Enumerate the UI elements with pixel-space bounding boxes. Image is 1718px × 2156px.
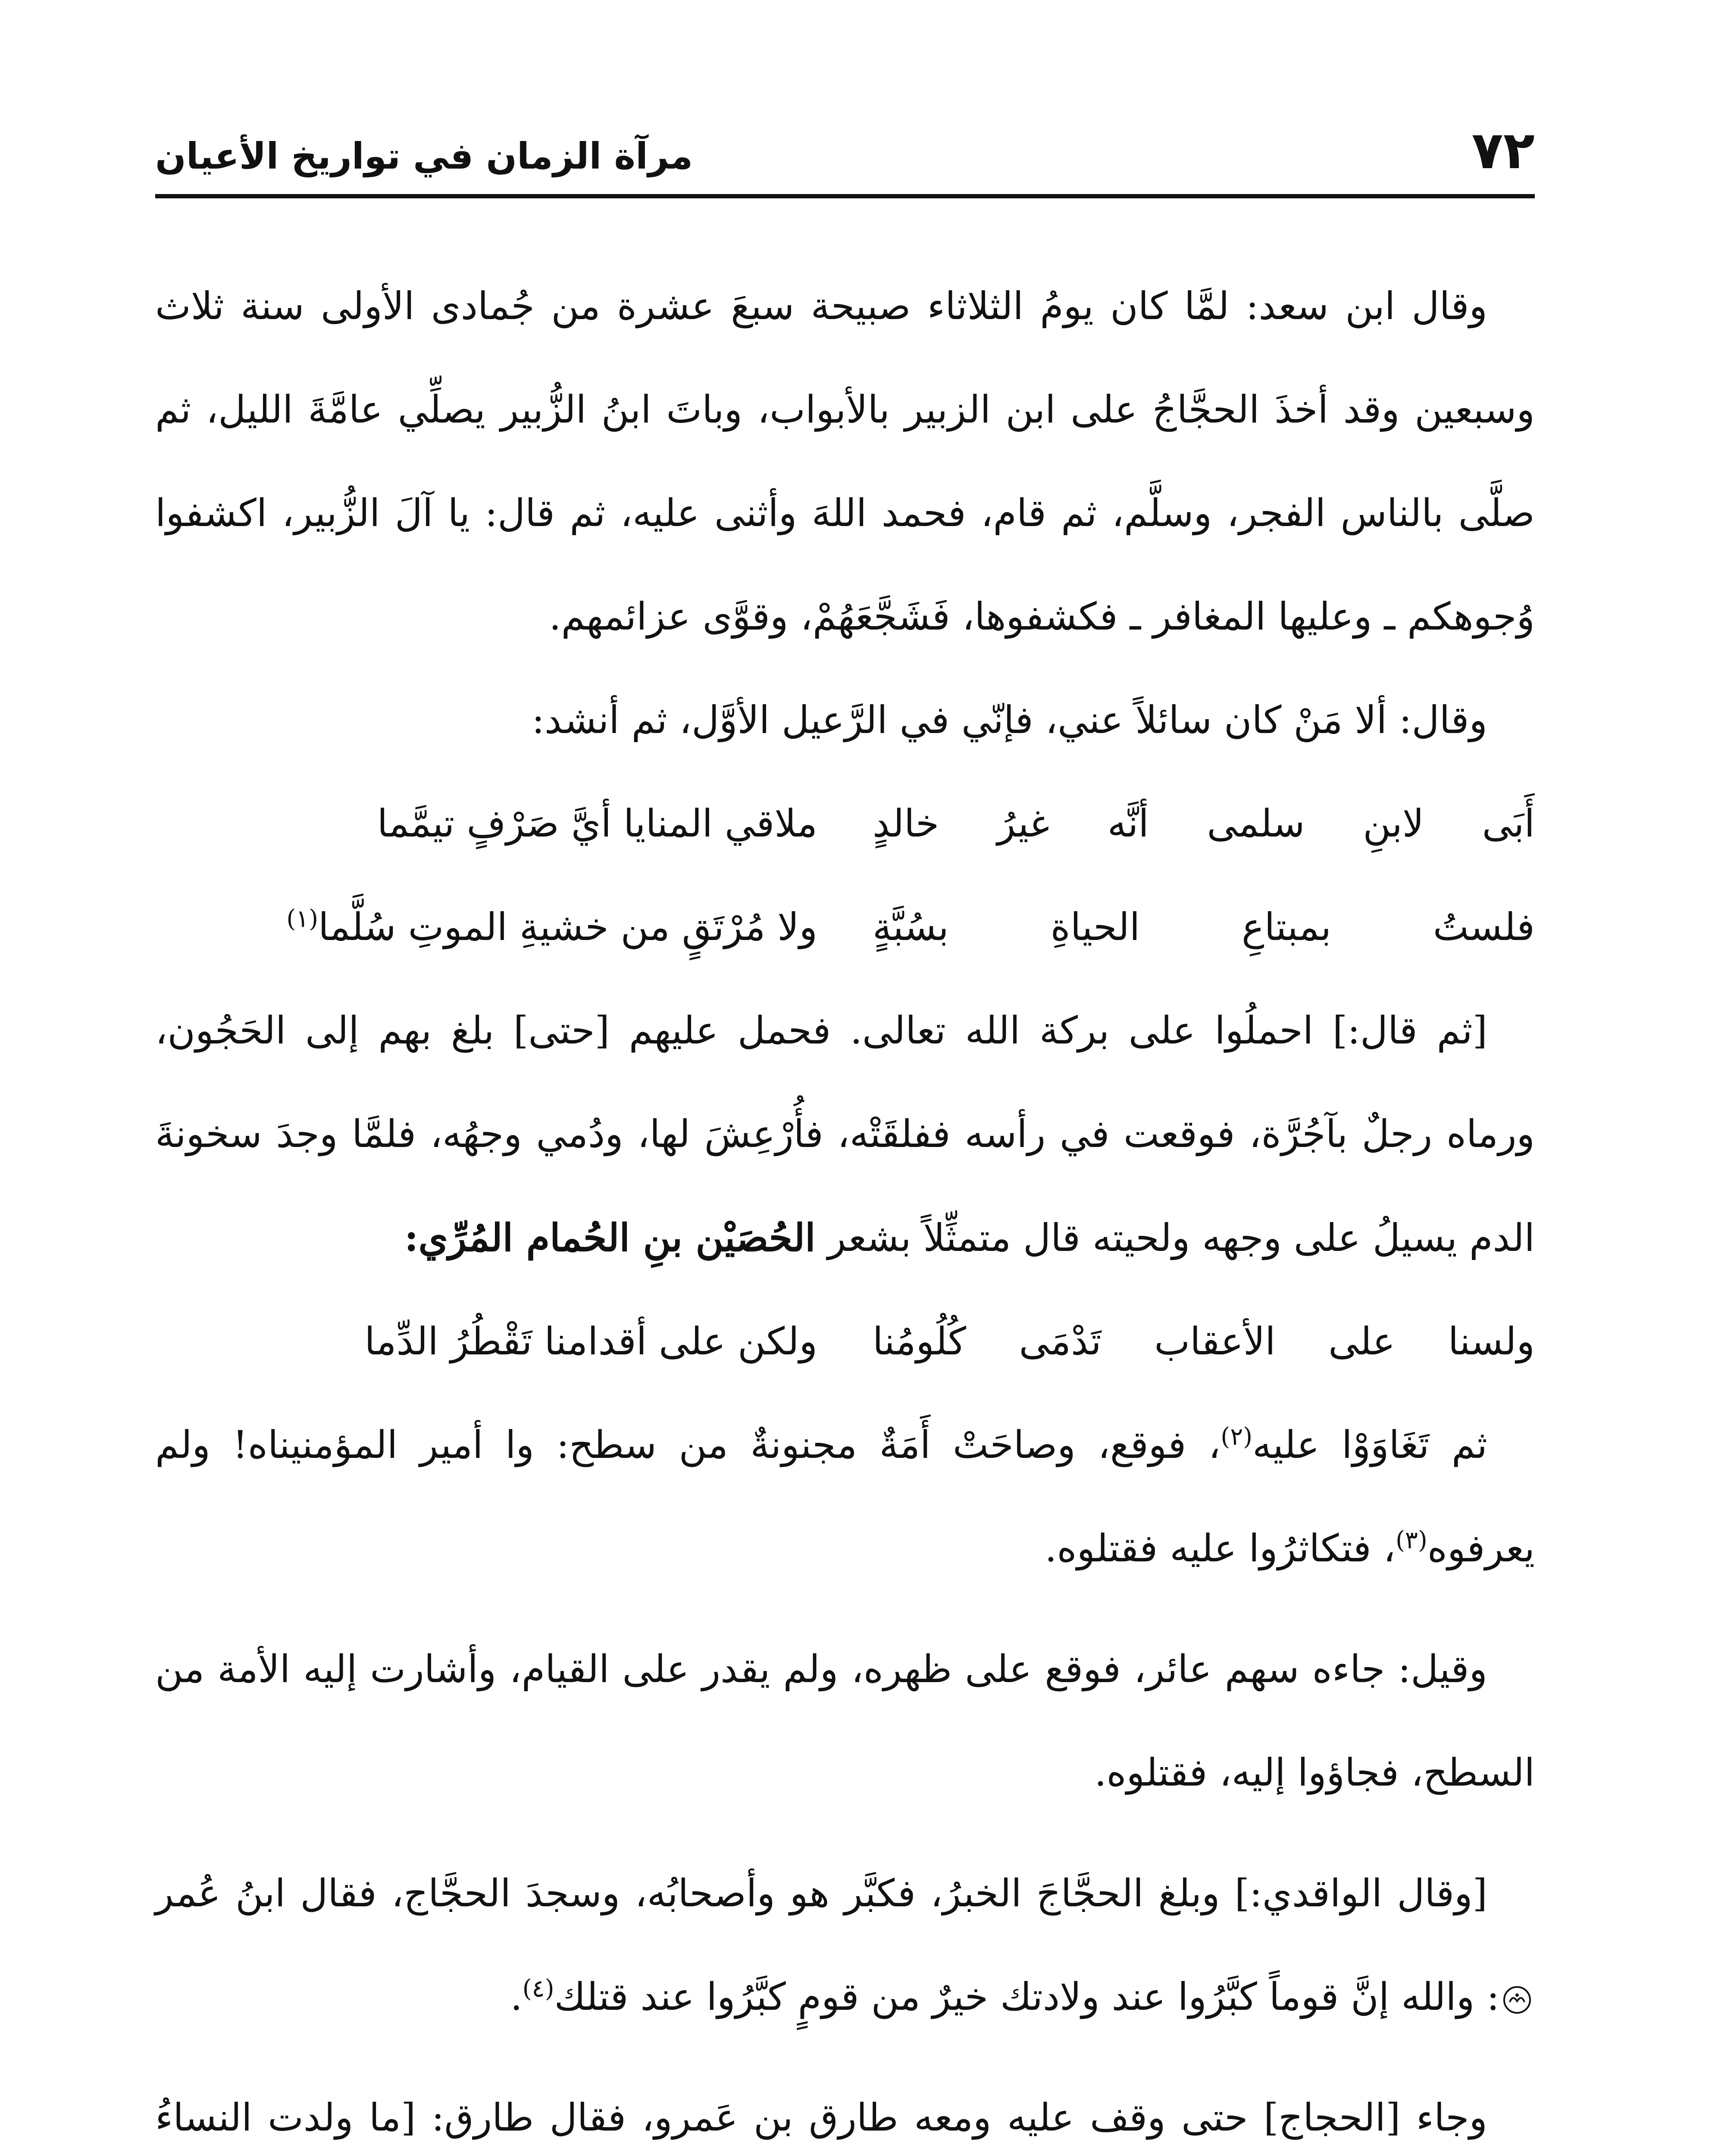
paragraph-2: وقال: ألا مَنْ كان سائلاً عني، فإنّي في الرَّعيل الأوَّل، ثم أنشد: [532,698,1487,742]
verse-line-1 [155,772,1535,875]
verse-line-2 [155,875,1535,979]
verse-line-3 [155,1290,1535,1393]
page-number: ٧٢ [1471,121,1535,181]
verse-2-second-hemistich [155,875,817,979]
paragraph-4-text-a: ثم تَغَاوَوْا عليه [1252,1423,1488,1467]
footnote-ref-1: (١) [286,905,319,933]
verse-2-first-hemistich: فلستُ بمبتاعِ الحياةِ بسُبَّةٍ [873,905,1535,949]
paragraph-4-text-b: ، فوقع، وصاحَتْ أَمَةٌ مجنونةٌ من سطح: وا أمير المؤمنيناه! ولم يعرفوه [155,1423,1535,1570]
paragraph-3-colon: : [404,1215,419,1260]
paragraph-6-text-b: : والله إنَّ قوماً كبَّرُوا عند ولادتك خيرٌ من قومٍ كبَّرُوا عند قتلك [554,1974,1499,2019]
running-title: مرآة الزمان في تواريخ الأعيان [155,135,693,177]
paragraph-4 [155,1393,1535,1600]
main-text [155,254,1535,2156]
paragraph-3 [155,979,1535,1290]
paragraph-6 [155,1842,1535,2049]
paragraph-6-text-c: . [510,1974,523,2019]
paragraph-4-text-c: ، فتكاثرُوا عليه فقتلوه. [1045,1526,1396,1570]
verse-2-second-text: ولا مُرْتَقٍ من خشيةِ الموتِ سُلَّما [318,905,817,949]
poet-name: الحُصَيْن بنِ الحُمام المُرِّي [418,1215,816,1260]
page-header [155,99,1535,198]
paragraph-6-text-a: [وقال الواقدي:] وبلغ الحجَّاجَ الخبرُ، فكبَّر هو وأصحابُه، وسجدَ الحجَّاج، فقال ابنُ عُمر [155,1871,1487,1915]
verse-1-second-hemistich: ملاقي المنايا أيَّ صَرْفٍ تيمَّما [377,801,817,846]
book-page [155,99,1535,2156]
paragraph-7: وجاء [الحجاج] حتى وقف عليه ومعه طارق بن عَمرو، فقال طارق: [ما ولدت النساءُ [155,2095,1487,2140]
radiya-allahu-anhuma-seal-icon [1502,1985,1532,2015]
paragraph-3-text: [ثم قال:] احملُوا على بركة الله تعالى. فحمل عليهم [حتى] بلغ بهم إلى الحَجُون، ورماه رجلٌ بآجُرَّة، فوقعت في رأسه ففلقَتْه، فأُرْعِشَ لها، ودُمي وجهُه، فلمَّا وجدَ سخونةَ الدم يسيلُ على وجهه ولحيته قال متمثِّلاً بشعر [155,1008,1535,1260]
verse-3-first-hemistich: ولسنا على الأعقاب تَدْمَى كُلُومُنا [873,1319,1535,1363]
verse-1-first-hemistich: أَبَى لابنِ سلمى أنَّه غيرُ خالدٍ [873,801,1535,846]
paragraph-5: وقيل: جاءه سهم عائر، فوقع على ظهره، ولم يقدر على القيام، وأشارت إليه الأمة من السطح، فجاؤوا إليه، فقتلوه. [155,1647,1535,1795]
footnote-ref-2: (٢) [1220,1423,1253,1451]
verse-3-second-hemistich: ولكن على أقدامنا تَقْطُرُ الدِّما [364,1319,817,1363]
footnote-ref-4: (٤) [522,1974,554,2003]
footnote-ref-3: (٣) [1396,1526,1427,1554]
paragraph-1: وقال ابن سعد: لمَّا كان يومُ الثلاثاء صبيحة سبعَ عشرة من جُمادى الأولى سنة ثلاث وسبعين وقد أخذَ الحجَّاجُ على ابن الزبير بالأبواب، وباتَ ابنُ الزُّبير يصلِّي عامَّةَ الليل، ثم صلَّى بالناس الفجر، وسلَّم، ثم قام، فحمد اللهَ وأثنى عليه، ثم قال: يا آلَ الزُّبير، اكشفوا وُجوهكم ـ وعليها المغافر ـ فكشفوها، فَشَجَّعَهُمْ، وقوَّى عزائمهم. [155,284,1535,639]
